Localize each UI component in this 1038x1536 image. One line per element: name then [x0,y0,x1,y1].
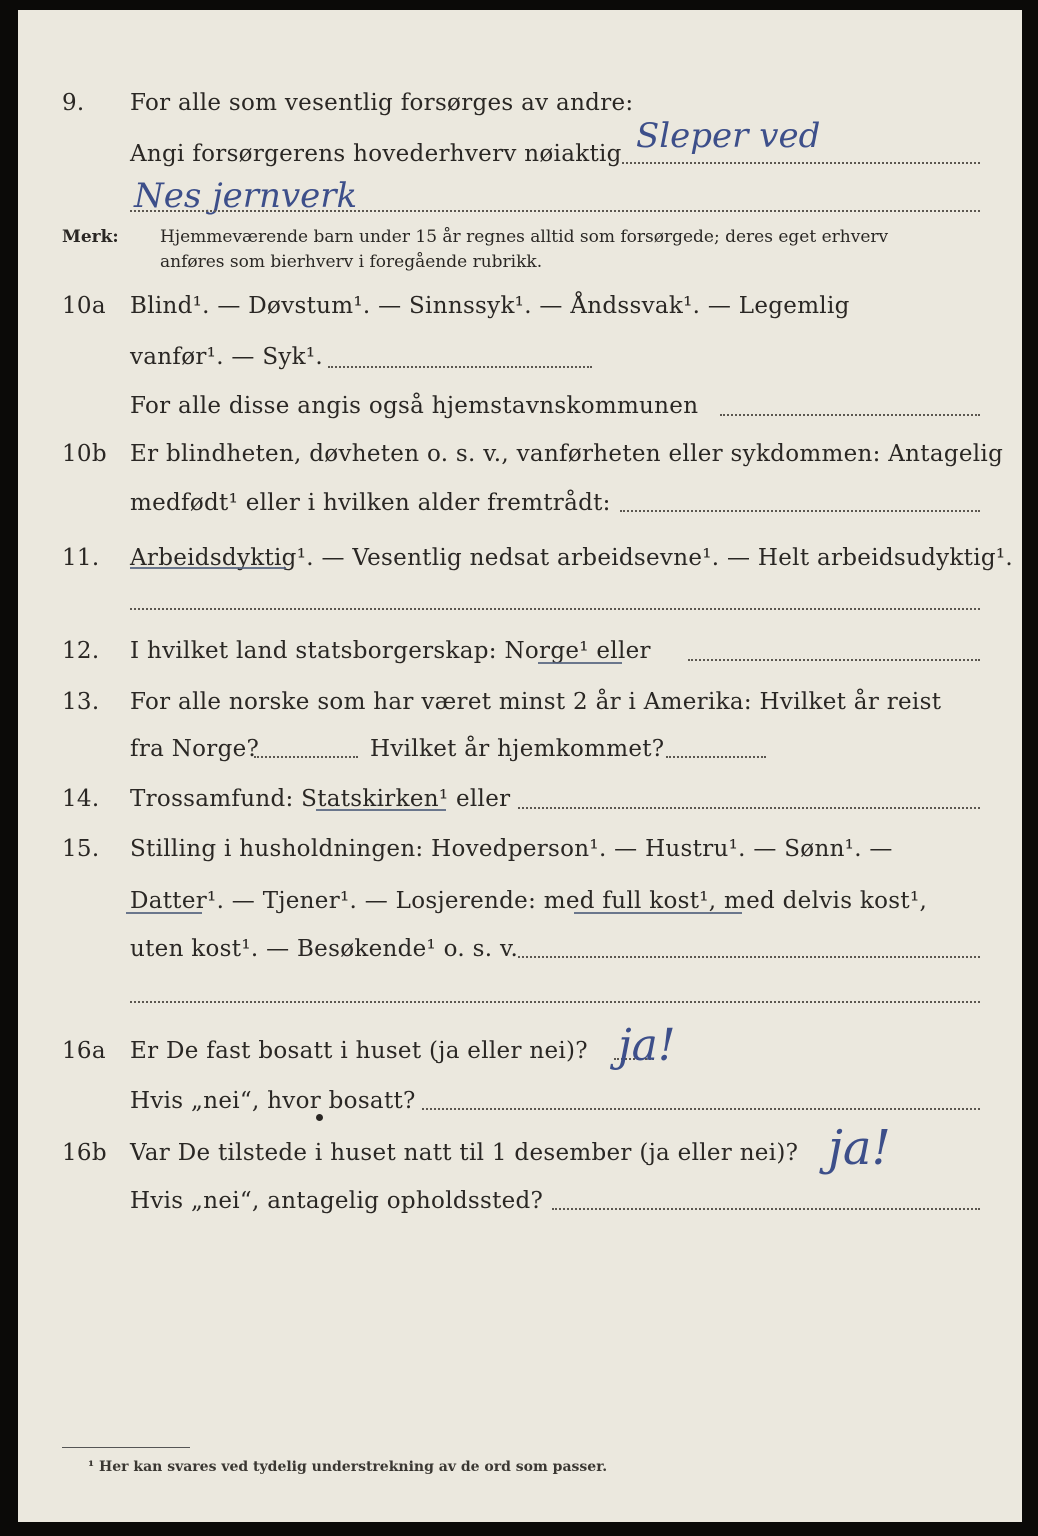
question-10a-line-2 [18,344,1022,380]
answer-line [620,510,980,512]
underline-med-full-kost [574,912,742,914]
answer-line [518,956,980,958]
question-text: Datter¹. — Tjener¹. — Losjerende: med full kost¹, med delvis kost¹, [130,888,928,914]
handwritten-answer-occupation: Sleper ved [636,116,821,156]
question-number: 16b [62,1140,107,1166]
question-text: For alle norske som har været minst 2 år i Amerika: Hvilket år reist [130,689,942,715]
question-number: 10a [62,293,106,319]
answer-line [130,210,980,212]
footnote-rule [62,1447,190,1448]
answer-line [422,1108,980,1110]
question-text: I hvilket land statsborgerskap: Norge¹ eller [130,638,651,664]
question-number: 12. [62,638,100,664]
ink-dot [316,1114,323,1121]
question-9-line-2 [18,141,1022,177]
question-10b-line-2 [18,490,1022,526]
underline-arbeidsdyktig [130,567,286,569]
question-number: 16a [62,1038,106,1064]
note-label: Merk: [62,227,119,247]
question-11 [18,545,1022,581]
question-10a [18,293,1022,329]
question-number: 15. [62,836,100,862]
answer-line [130,1001,980,1003]
question-text: Blind¹. — Døvstum¹. — Sinnssyk¹. — Åndssvak¹. — Legemlig [130,293,850,319]
underline-datter [126,912,202,914]
question-16a [18,1038,1022,1074]
question-13-line-2 [18,736,1022,772]
question-text: Er De fast bosatt i huset (ja eller nei)? [130,1038,588,1064]
question-text: Er blindheten, døvheten o. s. v., vanførheten eller sykdommen: Antagelig [130,441,1004,467]
answer-line [720,414,980,416]
handwritten-answer-ja: ja! [618,1020,676,1071]
question-10b [18,441,1022,477]
question-number: 14. [62,786,100,812]
question-9 [18,90,1022,126]
question-number: 9. [62,90,85,116]
question-14 [18,786,1022,822]
question-text: vanfør¹. — Syk¹. [130,344,324,370]
question-15-line-2 [18,888,1022,924]
question-13 [18,689,1022,725]
footnote: ¹ Her kan svares ved tydelig understrekning av de ord som passer. [88,1459,608,1475]
answer-line [666,756,766,758]
question-text: Hvis „nei“, hvor bosatt? [130,1088,416,1114]
handwritten-answer-workplace: Nes jernverk [134,176,358,216]
question-10a-line-3 [18,393,1022,429]
handwritten-answer-ja: ja! [828,1120,891,1176]
question-number: 11. [62,545,100,571]
underline-statskirken [316,809,446,811]
underline-norge [538,662,622,664]
question-text: Var De tilstede i huset natt til 1 desember (ja eller nei)? [130,1140,799,1166]
census-form-page [18,10,1022,1522]
question-text: Arbeidsdyktig¹. — Vesentlig nedsat arbeidsevne¹. — Helt arbeidsudyktig¹. [130,545,1014,571]
question-16b-line-2 [18,1188,1022,1224]
question-text: medfødt¹ eller i hvilken alder fremtrådt: [130,490,611,516]
question-number: 10b [62,441,107,467]
question-12 [18,638,1022,674]
answer-line [622,162,980,164]
answer-line [130,608,980,610]
note-line-1: Hjemmeværende barn under 15 år regnes alltid som forsørgede; deres eget erhverv [160,227,889,247]
question-text: Angi forsørgerens hovederhverv nøiaktig [130,141,622,167]
question-text: Hvilket år hjemkommet? [370,736,665,762]
question-15 [18,836,1022,872]
answer-line [328,366,592,368]
question-text: For alle disse angis også hjemstavnskommunen [130,393,699,419]
question-number: 13. [62,689,100,715]
question-text: Trossamfund: Statskirken¹ eller [130,786,511,812]
question-16a-line-2 [18,1088,1022,1124]
question-text: Stilling i husholdningen: Hovedperson¹. — Hustru¹. — Sønn¹. — [130,836,893,862]
note-text [160,225,990,275]
note-line-2: anføres som bierhverv i foregående rubrikk. [160,252,543,272]
question-text: uten kost¹. — Besøkende¹ o. s. v. [130,936,519,962]
question-15-line-3 [18,936,1022,972]
question-text: Hvis „nei“, antagelig opholdssted? [130,1188,544,1214]
answer-line [254,756,358,758]
answer-line [552,1208,980,1210]
question-text: fra Norge? [130,736,260,762]
question-text: For alle som vesentlig forsørges av andre: [130,90,634,116]
answer-line [688,659,980,661]
answer-line [518,807,980,809]
